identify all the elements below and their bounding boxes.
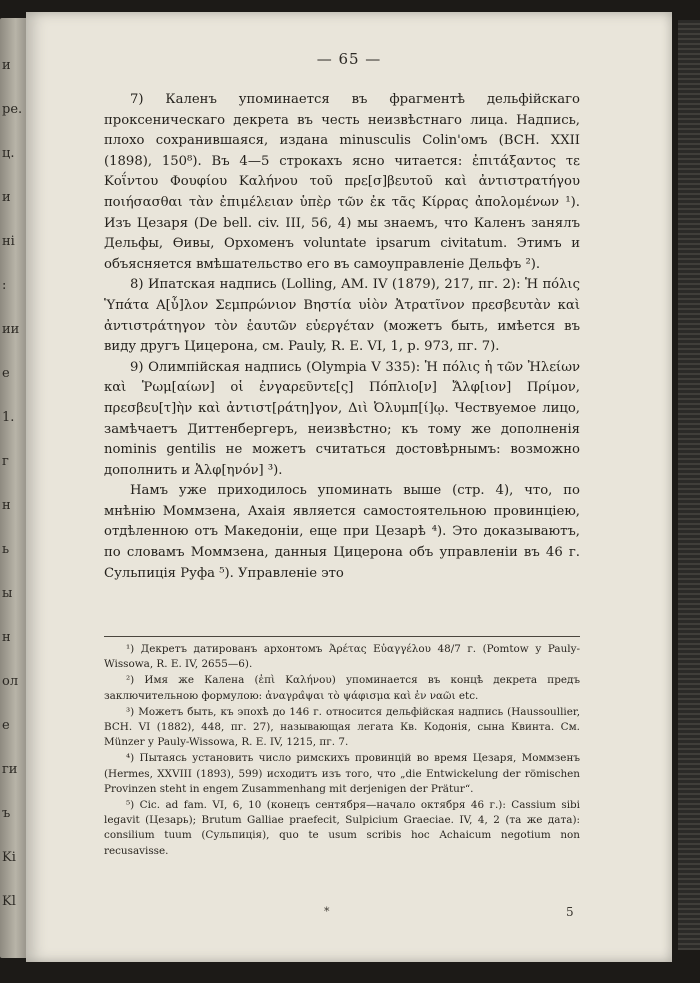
footnote-4: ⁴) Пытаясь установить число римскихъ провинцій во время Цезаря, Моммзенъ (Hermes, XXVIII (1893), 599) исходитъ изъ того, что „die Entwickelung der römischen Provinzen steht in engem Zusammenhang mit derjenigen der Prätur“. [104,752,580,795]
left-page-fragment: ъ [2,806,11,821]
left-page-fragment: Ki [2,850,16,865]
left-page-fragment: ии [2,322,20,337]
left-page-fragment: ре. [2,102,23,117]
footnote-5: ⁵) Cic. ad fam. VI, 6, 10 (конецъ сентября—начало октября 46 г.): Cassium sibi legavit (Цезарь); Brutum Galliae praefecit, Sulpicium Graeciae. IV, 4, 2 (та же дата): consilium tuum (Сульпиція), quo te usum scribis hoc Achaicum negotium non recusavisse. [104,799,580,857]
paragraph-achaia: Намъ уже приходилось упоминать выше (стр. 4), что, по мнѣнію Моммзена, Ахаія является самостоятельною провинціею, отдѣленною отъ Македоніи, еще при Цезарѣ ⁴). Это доказываютъ, по словамъ Моммзена, данныя Цицерона объ управленіи въ 46 г. Сульпиція Руфа ⁵). Управленіе это [104,483,580,581]
left-page-fragment: н [2,630,11,645]
footnote-divider [104,636,580,637]
left-page-fragment: ь [2,542,10,557]
left-page-fragment: н [2,498,11,513]
left-page-fragment: и [2,190,11,205]
footnote-2: ²) Имя же Калена (ἐπὶ Καλήνου) упоминается въ концѣ декрета предъ заключительною формулою: ἀναγρα̂ψαι τὸ ψάφισμα καὶ ἐν ναῶι etc. [104,674,580,702]
left-page-fragment: е [2,718,10,733]
left-page-fragment: ол [2,674,19,689]
left-page-fragment: г [2,454,9,469]
left-page-fragment: ні [2,234,15,249]
paragraph-9: 9) Олимпійская надпись (Olympia V 335): Ἡ πόλις ἡ τῶν Ἠλείων καὶ Ῥωμ[αίων] οἱ ἐνγαρεῦντε[ς] Πόπλιο[ν] Ἄλφ[ιον] Πρίμον, πρεσβευ[τ]ὴν καὶ ἀντιστ[ράτη]γον, Διὶ Ὀλυμπ[ί]ῳ. Чествуемое лицо, замѣчаетъ Диттенбергеръ, неизвѣстно; къ тому же дополненія nominis gentilis не можетъ считаться достовѣрнымъ: возможно дополнить и Ἀλφ[ηνόν] ³). [104,359,580,478]
left-page-fragment: ц. [2,146,15,161]
paragraph-7: 7) Каленъ упоминается въ фрагментѣ дельфійскаго проксеническаго декрета въ честь неизвѣстнаго лица. Надпись, плохо сохранившаяся, издана minusculis Colin'омъ (BCH. XXII (1898), 150⁸). Въ 4—5 строкахъ ясно читается: ἐπιτάξαντος τε Κοΐντου Φουφίου Καλήνου τοῦ πρε[σ]βευτοῦ καὶ ἀντιστρατήγου ποιήσασθαι τὰν ἐπιμέλειαν ὑπὲρ τῶν ἐκ τᾶς Κίρρας ἀπολομένων ¹). Изъ Цезаря (De bell. civ. III, 56, 4) мы знаемъ, что Каленъ занялъ Дельфы, Ѳивы, Орхоменъ voluntate ipsarum civitatum. Этимъ и объясняется вмѣшательство его въ самоуправленіе Дельфъ ²). [104,92,580,272]
left-page-fragment: 1. [2,410,15,425]
left-page-fragment: ги [2,762,18,777]
left-page-fragment: и [2,58,11,73]
page-number-header: — 65 — [316,50,382,68]
book-cover-edge [678,20,700,950]
left-page-edge [0,18,26,958]
main-text [104,90,580,584]
left-page-fragment: ы [2,586,13,601]
book-page [26,12,672,962]
left-page-fragment: : [2,278,7,293]
signature-mark: * [324,905,330,918]
signature-number: 5 [566,905,574,919]
paragraph-8: 8) Ипатская надпись (Lolling, AM. IV (1879), 217, пг. 2): Ἡ πόλις Ὑπάτα Α[ὖ]λον Σεμπρώνιον Βηστία υἱὸν Ἀτρατῖνον πρεσβευτὰν καὶ ἀντιστράτηγον τὸν ἑαυτῶν εὐεργέταν (можетъ быть, имѣется въ виду другъ Цицерона, см. Pauly, R. E. VI, 1, p. 973, пг. 7). [104,277,580,355]
footnotes [104,642,580,860]
left-page-fragment: е [2,366,10,381]
left-page-fragment: Kl [2,894,16,909]
footnote-3: ³) Можетъ быть, къ эпохѣ до 146 г. относится дельфійская надпись (Haussoullier, BCH. VI (1882), 448, пг. 27), называющая легата Кв. Кодонія, сына Квинта. См. Münzer у Pauly-Wissowa, R. E. IV, 1215, пг. 7. [104,705,580,749]
footnote-1: ¹) Декретъ датированъ архонтомъ Ἀρέτας Εὐαγγέλου 48/7 г. (Pomtow у Pauly-Wissowa, R. E. IV, 2655—6). [104,643,580,671]
